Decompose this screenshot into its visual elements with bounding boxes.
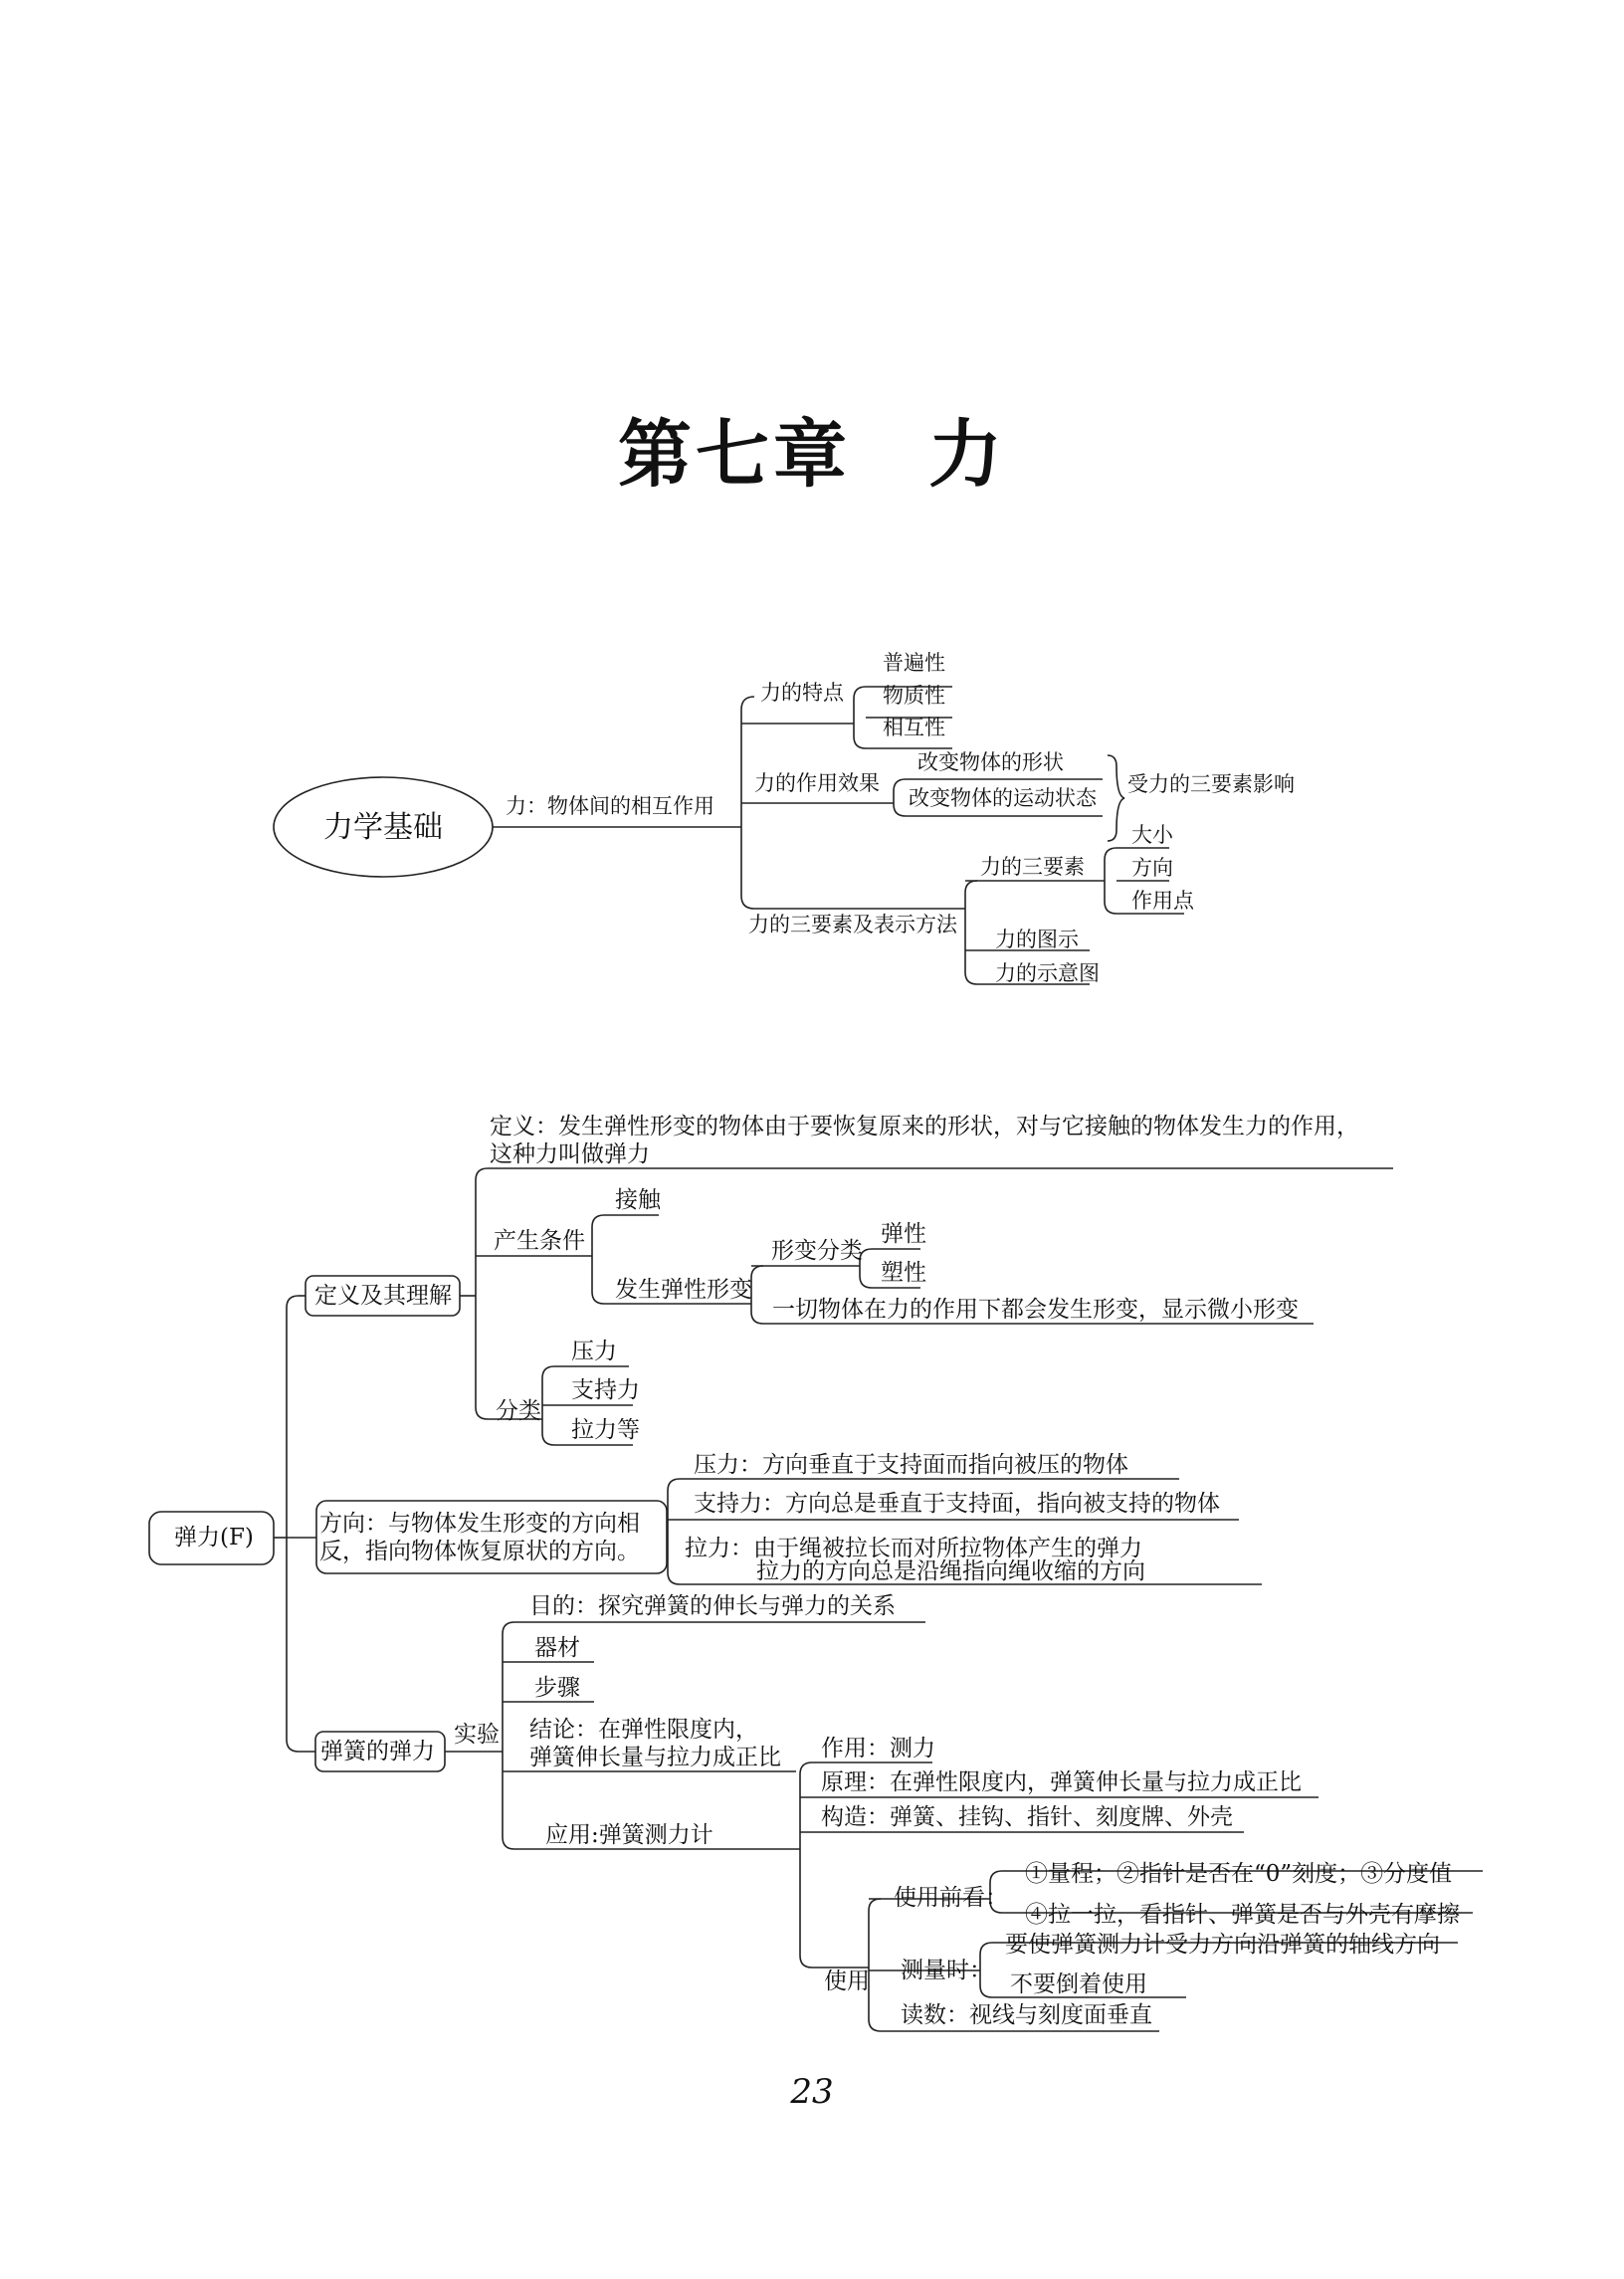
page-title: 第七章 力 (618, 412, 1006, 498)
meter-use: 作用：测力 (821, 1736, 935, 1761)
deform-class-item: 弹性 (881, 1221, 926, 1247)
experiment-steps: 步骤 (534, 1675, 580, 1701)
elastic-root-label: 弹力(F) (174, 1525, 254, 1551)
definition-label: 定义及其理解 (314, 1283, 452, 1309)
element-item: 方向 (1131, 856, 1173, 880)
deform-class-label: 形变分类 (771, 1238, 863, 1264)
effect-item: 改变物体的形状 (917, 750, 1064, 774)
effects-note: 受力的三要素影响 (1127, 772, 1295, 796)
before-use-item: ①量程；②指针是否在“0”刻度；③分度值 (1025, 1861, 1453, 1887)
force-definition: 力：物体间的相互作用 (506, 794, 714, 818)
reading-rule: 读数：视线与刻度面垂直 (901, 2002, 1152, 2028)
meter-principle: 原理：在弹性限度内，弹簧伸长量与拉力成正比 (821, 1769, 1302, 1795)
tension-direction-cont: 拉力的方向总是沿绳指向绳收缩的方向 (756, 1558, 1145, 1584)
type-item: 支持力 (571, 1377, 640, 1403)
before-use-item: ④拉一拉，看指针、弹簧是否与外壳有摩擦 (1025, 1902, 1460, 1928)
meter-structure: 构造：弹簧、挂钩、指针、刻度牌、外壳 (821, 1804, 1233, 1830)
tension-direction: 拉力：由于绳被拉长而对所拉物体产生的弹力 (685, 1536, 1142, 1561)
direction-label-cont: 反，指向物体恢复原状的方向。 (319, 1539, 640, 1564)
experiment-purpose: 目的：探究弹簧的伸长与弹力的关系 (529, 1593, 896, 1619)
effects-label: 力的作用效果 (754, 771, 880, 795)
experiment-conclusion: 结论：在弹性限度内， (529, 1717, 758, 1743)
application-label: 应用:弹簧测力计 (545, 1822, 713, 1848)
measuring-item: 不要倒着使用 (1010, 1971, 1147, 1997)
measuring-label: 测量时： (901, 1958, 992, 1983)
contact-label: 接触 (615, 1187, 661, 1213)
experiment-equipment: 器材 (534, 1635, 580, 1661)
feature-item: 相互性 (883, 716, 945, 739)
pressure-direction: 压力：方向垂直于支持面而指向被压的物体 (694, 1452, 1128, 1478)
basics-root-label: 力学基础 (323, 810, 443, 845)
conditions-label: 产生条件 (494, 1228, 585, 1254)
deform-label: 发生弹性形变 (615, 1277, 752, 1303)
deform-class-item: 塑性 (881, 1260, 926, 1286)
page-number: 23 (790, 2072, 834, 2112)
deform-note: 一切物体在力的作用下都会发生形变，显示微小形变 (772, 1297, 1299, 1323)
feature-item: 普遍性 (883, 651, 945, 675)
elements-label: 力的三要素及表示方法 (748, 913, 957, 936)
force-diagram-label: 力的图示 (995, 928, 1079, 951)
experiment-conclusion-cont: 弹簧伸长量与拉力成正比 (529, 1745, 781, 1770)
element-item: 大小 (1131, 823, 1173, 847)
element-item: 作用点 (1131, 889, 1194, 913)
support-direction: 支持力：方向总是垂直于支持面，指向被支持的物体 (694, 1491, 1220, 1517)
features-label: 力的特点 (760, 681, 844, 705)
type-item: 压力 (571, 1339, 617, 1364)
effect-item: 改变物体的运动状态 (909, 786, 1097, 810)
types-label: 分类 (496, 1398, 541, 1424)
force-sketch-label: 力的示意图 (995, 961, 1100, 985)
type-item: 拉力等 (571, 1417, 640, 1443)
usage-label: 使用 (824, 1968, 870, 1994)
definition-text: 定义：发生弹性形变的物体由于要恢复原来的形状，对与它接触的物体发生力的作用， (490, 1114, 1359, 1140)
experiment-label: 实验 (454, 1722, 500, 1748)
spring-label: 弹簧的弹力 (320, 1739, 435, 1764)
before-use-label: 使用前看： (894, 1885, 1008, 1911)
direction-label: 方向：与物体发生形变的方向相 (319, 1511, 640, 1537)
measuring-item: 要使弹簧测力计受力方向沿弹簧的轴线方向 (1005, 1932, 1440, 1958)
feature-item: 物质性 (883, 684, 945, 708)
three-elements-label: 力的三要素 (980, 855, 1085, 879)
definition-text-cont: 这种力叫做弹力 (490, 1141, 650, 1167)
